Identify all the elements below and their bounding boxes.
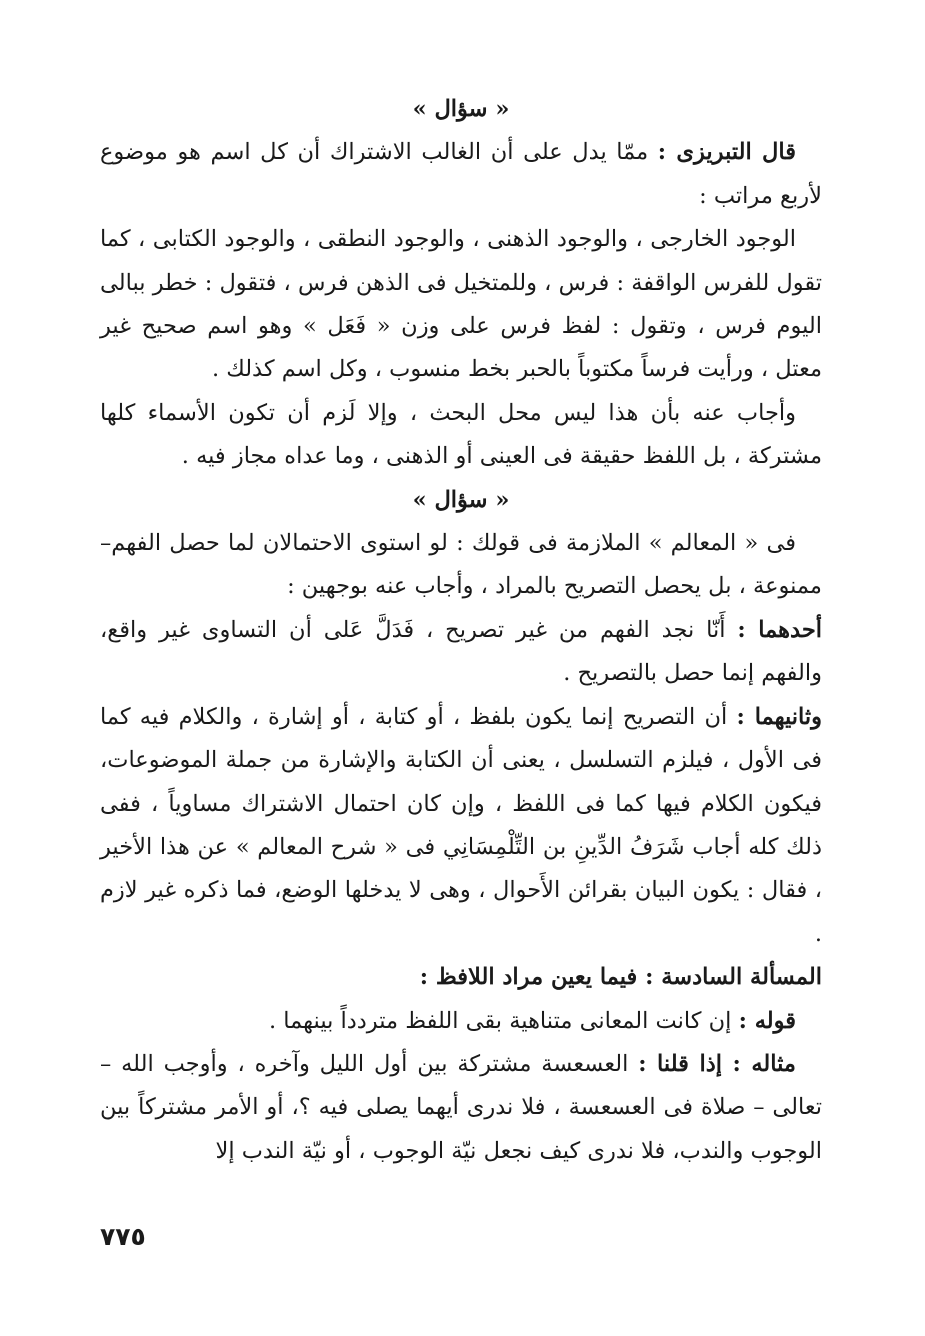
paragraph-lead: وثانيهما : — [736, 703, 822, 730]
paragraph-text: إن كانت المعانى متناهية بقى اللفظ متردداً بينهما . — [268, 1007, 739, 1034]
paragraph-lead: قوله : — [738, 1007, 796, 1034]
paragraph-maalim: فى « المعالم » الملازمة فى قولك : لو استوى الاحتمالان لما حصل الفهم– ممنوعة ، بل يحصل التصريح بالمراد ، وأجاب عنه بوجهين : — [100, 530, 822, 600]
paragraph-answer: وأجاب عنه بأن هذا ليس محل البحث ، وإلا لَزم أن تكون الأسماء كلها مشتركة ، بل اللفظ حقيقة فى العينى أو الذهنى ، وما عداه مجاز فيه . — [100, 399, 822, 470]
paragraph-second-aspect — [100, 696, 822, 956]
paragraph-example — [100, 1043, 822, 1173]
paragraph-lead: أحدهما : — [737, 616, 822, 643]
page-number: ٧٧٥ — [100, 1222, 146, 1251]
paragraph-qawluhu — [100, 1000, 822, 1043]
paragraph-lead: قال التبريزى : — [657, 139, 796, 166]
paragraph-first-aspect — [100, 609, 822, 696]
page-body — [100, 88, 822, 1173]
section-title-sixth-issue: المسألة السادسة : فيما يعين مراد اللافظ : — [419, 964, 822, 991]
paragraph-text: العسعسة مشتركة بين أول الليل وآخره ، وأوجب الله – تعالى – صلاة فى العسعسة ، فلا ندرى أيهما يصلى فيه ؟، أو الأمر مشتركاً بين الوجوب والندب، فلا ندرى كيف نجعل نيّة الوجوب ، أو نيّة الندب إلا — [100, 1050, 822, 1164]
section-heading-question-1: « سؤال » — [412, 96, 510, 122]
section-heading-question-2: « سؤال » — [412, 486, 510, 513]
paragraph-tabrizi — [100, 131, 822, 218]
paragraph-text: أن التصريح إنما يكون بلفظ ، أو كتابة ، أو إشارة ، والكلام فيه كما فى الأول ، فيلزم التسلسل ، يعنى أن الكتابة والإشارة من جملة الموضوعات، فيكون الكلام فيها كما فى اللفظ ، وإن كان احتمال الاشتراك مساوياً ، ففى ذلك كله أجاب شَرَفُ الدِّينِ بن التِّلْمِسَانِي فى « شرح المعالم » عن هذا الأخير ، فقال : يكون البيان بقرائن الأَحوال ، وهى لا يدخلها الوضع، فما ذكره غير لازم . — [100, 703, 822, 947]
paragraph-text: ممّا يدل على أن الغالب الاشتراك أن كل اسم هو موضوع لأربع مراتب : — [100, 139, 822, 209]
paragraph-text: أَنّا نجد الفهم من غير تصريح ، فَدَلَّ عَلى أن التساوى غير واقع، والفهم إنما حصل بالتصريح . — [100, 616, 822, 687]
paragraph-lead: مثاله : إذا قلنا : — [638, 1050, 796, 1077]
paragraph-wujud: الوجود الخارجى ، والوجود الذهنى ، والوجود النطقى ، والوجود الكتابى ، كما تقول للفرس الواقفة : فرس ، وللمتخيل فى الذهن فرس ، فتقول : خطر ببالى اليوم فرس ، وتقول : لفظ فرس على وزن « فَعَل » وهو اسم صحيح غير معتل ، ورأيت فرساً مكتوباً بالحبر بخط منسوب ، وكل اسم كذلك . — [100, 226, 822, 383]
